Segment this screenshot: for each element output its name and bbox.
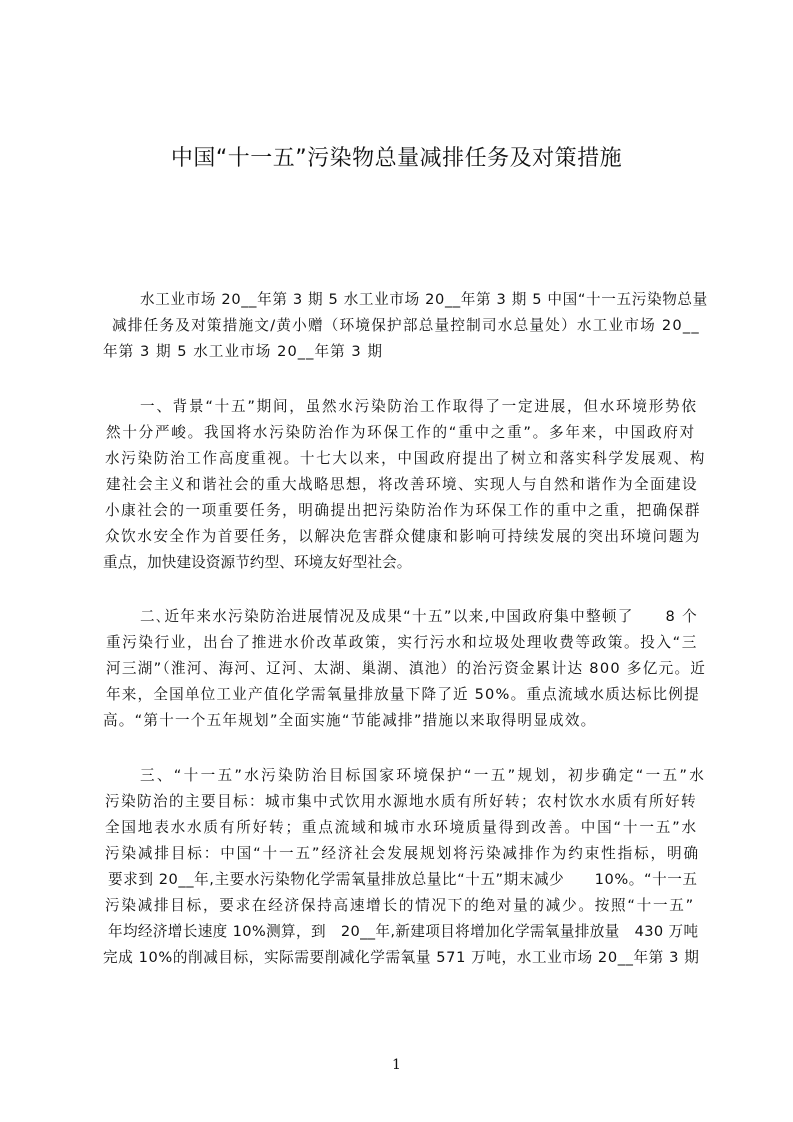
paragraph-line: 要求到 20__年,主要水污染物化学需氧量排放总量比“十五”期末减少 10%。“十一五: [108, 871, 698, 888]
paragraph-line: 建社会主义和谐社会的重大战略思想，将改善环境、实现人与自然和谐作为全面建设: [106, 476, 698, 493]
paragraph-line: 污染防治的主要目标：城市集中式饮用水源地水质有所好转；农村饮水水质有所好转: [105, 793, 697, 810]
paragraph-line: 三、“十一五”水污染防治目标国家环境保护“一五”规划，初步确定“一五”水: [140, 767, 706, 784]
paragraph-line: 一、背景“十五”期间，虽然水污染防治工作取得了一定进展，但水环境形势依: [140, 398, 698, 415]
paragraph-line: 二､近年来水污染防治进展情况及成果“十五”以来,中国政府集中整顿了 8 个: [140, 608, 698, 625]
paragraph-line: 水污染防治工作高度重视。十七大以来，中国政府提出了树立和落实科学发展观、构: [105, 450, 706, 467]
paragraph-line: 减排任务及对策措施文/黄小赠（环境保护部总量控制司水总量处）水工业市场 20__: [112, 317, 700, 334]
paragraph-line: 完成 10%的削减目标，实际需要削减化学需氧量 571 万吨，水工业市场 20__年第 3 期: [103, 949, 699, 966]
paragraph-line: 年均经济增长速度 10%测算，到 20__年,新建项目将增加化学需氧量排放量 430 万吨: [108, 923, 698, 940]
paragraph-line: 小康社会的一项重要任务，明确提出把污染防治作为环保工作的重中之重，把确保群: [105, 502, 701, 519]
paragraph-line: 年第 3 期 5 水工业市场 20__年第 3 期: [103, 343, 383, 360]
paragraph-line: 年来，全国单位工业产值化学需氧量排放量下降了近 50%。重点流域水质达标比例提: [106, 686, 700, 703]
document-title: 中国“十一五”污染物总量减排任务及对策措施: [170, 146, 623, 171]
paragraph-line: 众饮水安全作为首要任务，以解决危害群众健康和影响可持续发展的突出环境问题为: [105, 528, 701, 545]
paragraph-line: 重污染行业，出台了推进水价改革政策，实行污水和垃圾处理收费等政策。投入“三: [106, 634, 698, 651]
paragraph-line: 高。“第十一个五年规划”全面实施“节能减排”措施以来取得明显成效。: [103, 712, 596, 729]
paragraph-line: 河三湖”（淮河、海河、辽河、太湖、巢湖、滇池）的治污资金累计达 800 多亿元。近: [106, 660, 706, 677]
page-number: 1: [392, 1057, 401, 1073]
paragraph-line: 污染减排目标：中国“十一五”经济社会发展规划将污染减排作为约束性指标，明确: [105, 845, 700, 862]
paragraph-line: 重点，加快建设资源节约型、环境友好型社会。: [103, 554, 411, 571]
paragraph-line: 全国地表水水质有所好转；重点流域和城市水环境质量得到改善。中国“十一五”水: [105, 819, 698, 836]
paragraph-line: 然十分严峻。我国将水污染防治作为环保工作的“重中之重”。多年来，中国政府对: [106, 424, 696, 441]
paragraph-line: 水工业市场 20__年第 3 期 5 水工业市场 20__年第 3 期 5 中国“十一五污染物总量: [140, 291, 708, 308]
paragraph-line: 污染减排目标，要求在经济保持高速增长的情况下的绝对量的减少。按照“十一五”: [105, 897, 695, 914]
